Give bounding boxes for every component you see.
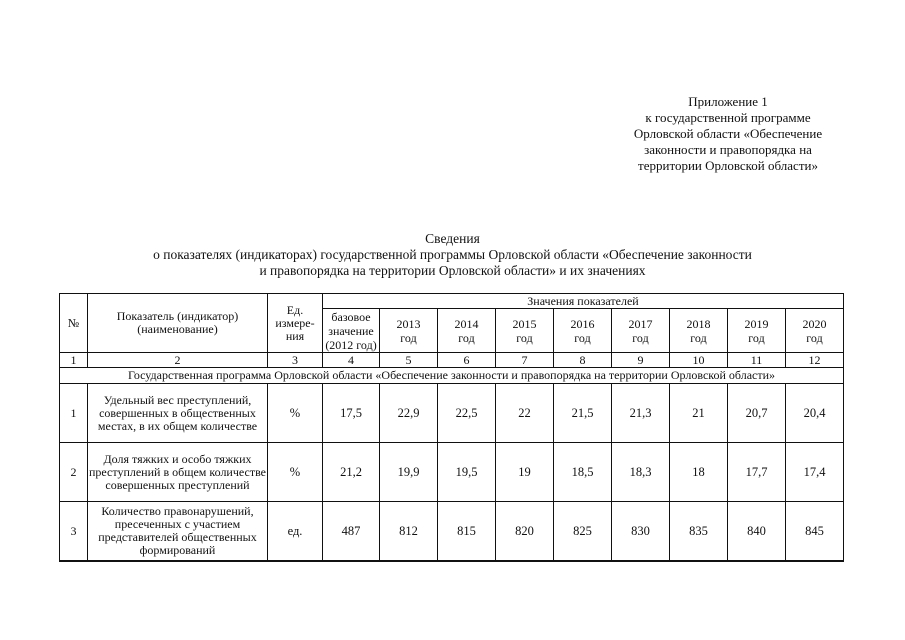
column-numbers-row [60, 353, 844, 368]
row-value: 17,4 [786, 443, 844, 502]
section-row [60, 368, 844, 384]
year-label: 2017 [628, 316, 653, 331]
row-value: 21,2 [323, 443, 380, 502]
header-year [554, 309, 612, 353]
year-label: 2016 [570, 316, 595, 331]
document-title: Сведения [425, 231, 480, 246]
column-number: 5 [380, 353, 438, 368]
column-number: 4 [323, 353, 380, 368]
row-value: 830 [612, 502, 670, 562]
row-value: 18,5 [554, 443, 612, 502]
year-label: 2014 [454, 316, 479, 331]
column-number: 6 [438, 353, 496, 368]
row-value: 19,9 [380, 443, 438, 502]
year-label: 2015 [512, 316, 537, 331]
header-indicator: Показатель (индикатор) (наименование) [88, 294, 268, 353]
header-year [496, 309, 554, 353]
row-value: 18,3 [612, 443, 670, 502]
year-suffix: год [574, 330, 591, 345]
appendix-line: Орловской области «Обеспечение [633, 126, 823, 141]
header-num: № [60, 294, 88, 353]
document-subtitle-line: и правопорядка на территории Орловской области» и их значениях [259, 263, 646, 278]
document-subtitle-line: о показателях (индикаторах) государственной программы Орловской области «Обеспечение законности [153, 247, 752, 262]
header-base-line: базовое [331, 309, 371, 324]
row-value: 21,5 [554, 384, 612, 443]
row-value: 22,5 [438, 384, 496, 443]
row-value: 17,7 [728, 443, 786, 502]
row-value: 820 [496, 502, 554, 562]
year-label: 2019 [744, 316, 769, 331]
row-value: 19,5 [438, 443, 496, 502]
column-number: 12 [786, 353, 844, 368]
table-row [60, 502, 844, 562]
row-indicator-name: Количество правонарушений, пресеченных с участием представителей общественных формирований [88, 502, 268, 562]
header-row [60, 294, 844, 309]
column-number: 9 [612, 353, 670, 368]
column-number: 1 [60, 353, 88, 368]
row-indicator-name: Доля тяжких и особо тяжких преступлений в общем количестве совершенных преступлений [88, 443, 268, 502]
column-number: 10 [670, 353, 728, 368]
row-value: 18 [670, 443, 728, 502]
header-values-group: Значения показателей [323, 294, 844, 309]
row-unit: % [268, 384, 323, 443]
header-year [380, 309, 438, 353]
column-number: 3 [268, 353, 323, 368]
header-year [612, 309, 670, 353]
row-value: 825 [554, 502, 612, 562]
indicators-table [59, 293, 844, 562]
row-value: 21 [670, 384, 728, 443]
section-title: Государственная программа Орловской области «Обеспечение законности и правопорядка на территории Орловской области» [60, 368, 844, 384]
year-label: 2018 [686, 316, 711, 331]
year-suffix: год [516, 330, 533, 345]
header-year [728, 309, 786, 353]
appendix-line: Приложение 1 [688, 94, 768, 109]
year-suffix: год [690, 330, 707, 345]
row-value: 21,3 [612, 384, 670, 443]
year-label: 2013 [396, 316, 421, 331]
year-suffix: год [806, 330, 823, 345]
appendix-line: законности и правопорядка на [644, 142, 812, 157]
row-value: 812 [380, 502, 438, 562]
appendix-line: к государственной программе [645, 110, 811, 125]
year-label: 2020 [802, 316, 827, 331]
appendix-line: территории Орловской области» [638, 158, 818, 173]
row-value: 835 [670, 502, 728, 562]
row-value: 22,9 [380, 384, 438, 443]
header-base-line: (2012 год) [325, 337, 377, 352]
year-suffix: год [632, 330, 649, 345]
header-year [670, 309, 728, 353]
row-value: 17,5 [323, 384, 380, 443]
row-indicator-name: Удельный вес преступлений, совершенных в общественных местах, в их общем количестве [88, 384, 268, 443]
row-unit: % [268, 443, 323, 502]
appendix-note [560, 94, 896, 174]
header-unit: Ед. измере- ния [268, 294, 323, 353]
document-heading [80, 231, 825, 279]
row-value: 815 [438, 502, 496, 562]
row-value: 22 [496, 384, 554, 443]
column-number: 2 [88, 353, 268, 368]
header-base-value [323, 309, 380, 353]
row-value: 20,7 [728, 384, 786, 443]
year-suffix: год [748, 330, 765, 345]
column-number: 11 [728, 353, 786, 368]
row-value: 487 [323, 502, 380, 562]
header-year [786, 309, 844, 353]
year-suffix: год [458, 330, 475, 345]
row-number: 2 [60, 443, 88, 502]
year-suffix: год [400, 330, 417, 345]
header-base-line: значение [328, 323, 374, 338]
row-unit: ед. [268, 502, 323, 562]
row-number: 3 [60, 502, 88, 562]
row-value: 845 [786, 502, 844, 562]
row-number: 1 [60, 384, 88, 443]
row-value: 840 [728, 502, 786, 562]
header-year [438, 309, 496, 353]
table-row [60, 443, 844, 502]
column-number: 7 [496, 353, 554, 368]
column-number: 8 [554, 353, 612, 368]
row-value: 19 [496, 443, 554, 502]
row-value: 20,4 [786, 384, 844, 443]
table-row [60, 384, 844, 443]
